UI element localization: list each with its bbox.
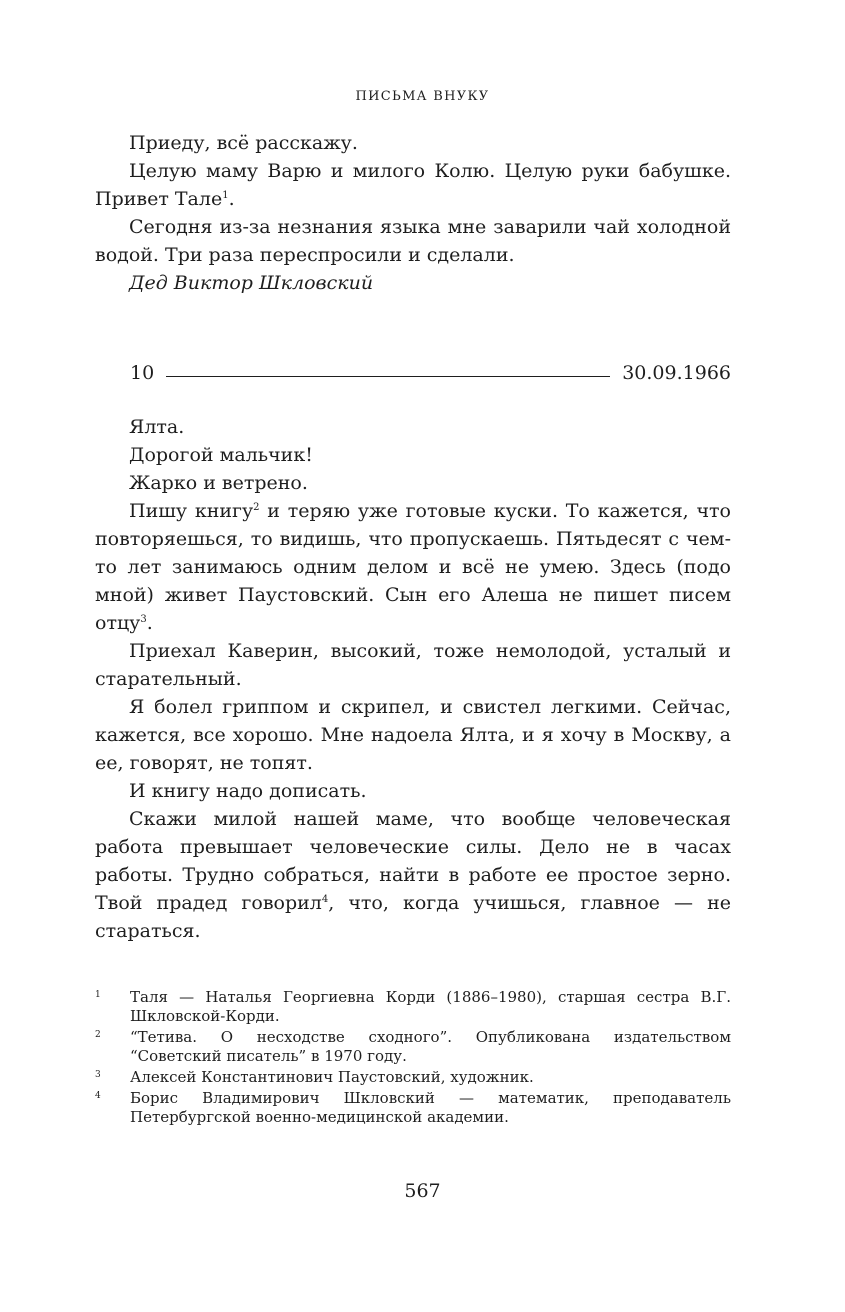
footnote-number: 3	[95, 1070, 101, 1080]
header-rule	[166, 376, 610, 377]
footnote-number: 1	[95, 990, 101, 1000]
footnote	[95, 1028, 731, 1066]
footnote-ref: 2	[253, 502, 260, 513]
letter-ending	[95, 129, 731, 297]
paragraph: Ялта.	[129, 416, 185, 438]
footnote-text: Алексей Константинович Паустовский, художник.	[130, 1068, 534, 1086]
paragraph: Сегодня из-за незнания языка мне заварили чай холодной водой. Три раза переспросили и сделали.	[95, 216, 731, 266]
letter-number: 10	[130, 362, 155, 384]
paragraph: Приеду, всё расскажу.	[129, 132, 358, 154]
letter-header	[130, 359, 731, 387]
running-head: ПИСЬМА ВНУКУ	[355, 89, 490, 104]
footnote-text: Борис Владимирович Шкловский — математик, преподаватель Петербургской военно-медицинской академии.	[130, 1089, 731, 1126]
footnote	[95, 1068, 731, 1087]
letter-date: 30.09.1966	[622, 362, 731, 384]
paragraph: Дорогой мальчик!	[129, 444, 313, 466]
paragraph: Жарко и ветрено.	[129, 472, 308, 494]
footnote-text: Таля — Наталья Георгиевна Корди (1886–1980), старшая сестра В.Г. Шкловской-Корди.	[130, 988, 731, 1025]
paragraph: Скажи милой нашей маме, что вообще человеческая работа превышает человеческие силы. Дело не в часах работы. Трудно собраться, найти в работе ее простое зерно. Твой прадед говорил$^4$, что, когда учишься, главное — не стараться.	[95, 808, 731, 942]
footnote	[95, 988, 731, 1026]
paragraph: Целую маму Варю и милого Колю. Целую руки бабушке. Привет Тале$^1$.	[95, 160, 731, 210]
signature: Дед Виктор Шкловский	[129, 272, 374, 294]
footnote-ref: 1	[222, 190, 229, 201]
page-number: 567	[404, 1180, 441, 1202]
paragraph: Пишу книгу$^2$ и теряю уже готовые куски. То кажется, что повторяешься, то видишь, что пропускаешь. Пятьдесят с чем-то лет занимаюсь одним делом и всё не умею. Здесь (подо мной) живет Паустовский. Сын его Алеша не пишет писем отцу$^3$.	[95, 500, 731, 634]
footnote-ref: 4	[321, 894, 329, 905]
footnotes	[95, 988, 731, 1129]
paragraph: И книгу надо дописать.	[129, 780, 367, 802]
footnote	[95, 1089, 731, 1127]
paragraph: Я болел гриппом и скрипел, и свистел легкими. Сейчас, кажется, все хорошо. Мне надоела Ялта, и я хочу в Москву, а ее, говорят, не топят.	[95, 696, 731, 774]
footnote-number: 2	[95, 1030, 101, 1040]
footnote-text: “Тетива. О несходстве сходного”. Опубликована издательством “Советский писатель” в 1970 году.	[130, 1028, 731, 1065]
footnote-number: 4	[95, 1091, 101, 1101]
letter-body	[95, 413, 731, 945]
footnote-ref: 3	[140, 614, 147, 625]
paragraph: Приехал Каверин, высокий, тоже немолодой, усталый и старательный.	[95, 640, 731, 690]
